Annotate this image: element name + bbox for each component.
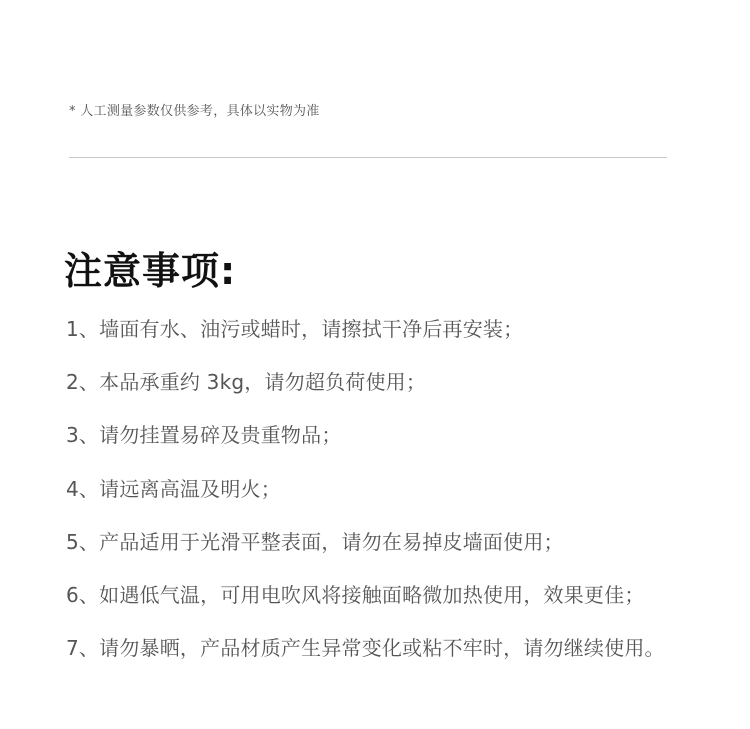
note-item-1: 1、墙面有水、油污或蜡时，请擦拭干净后再安装； — [66, 317, 524, 341]
notes-list — [66, 311, 665, 683]
note-item-2: 2、本品承重约 3kg，请勿超负荷使用； — [66, 370, 427, 395]
note-item-6: 6、如遇低气温，可用电吹风将接触面略微加热使用，效果更佳； — [66, 582, 645, 607]
measurement-disclaimer: * 人工测量参数仅供参考，具体以实物为准 — [69, 104, 320, 119]
divider — [69, 157, 667, 158]
note-item-4: 4、请远离高温及明火； — [66, 476, 281, 501]
note-item-5: 5、产品适用于光滑平整表面，请勿在易掉皮墙面使用； — [66, 529, 564, 554]
note-item-7: 7、请勿暴晒，产品材质产生异常变化或粘不牢时，请勿继续使用。 — [66, 636, 665, 661]
note-item-3: 3、请勿挂置易碎及贵重物品； — [66, 423, 342, 448]
section-title: 注意事项: — [64, 249, 237, 293]
